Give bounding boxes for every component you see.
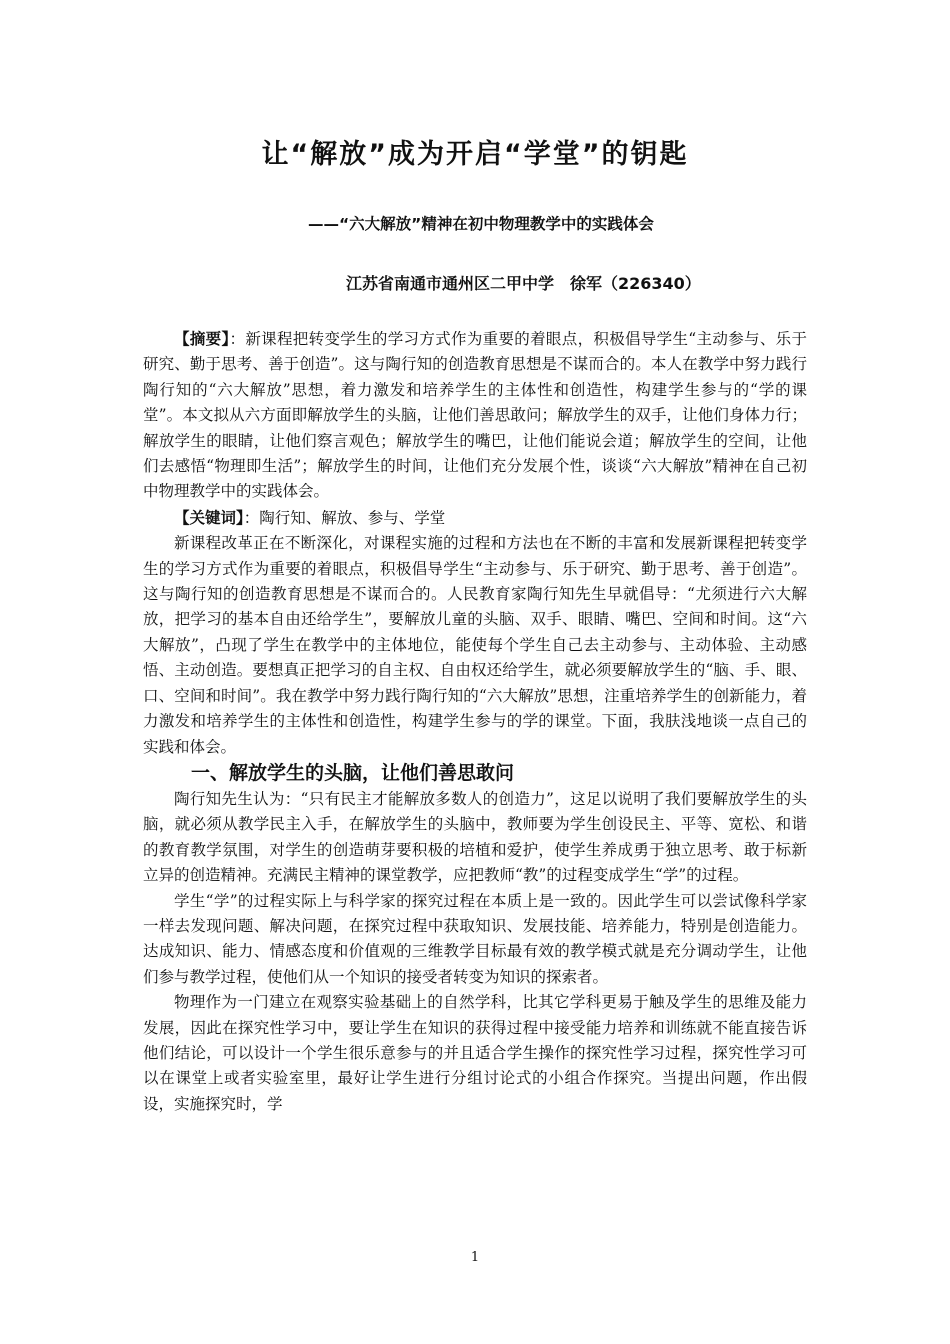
page-number: 1 xyxy=(470,1250,480,1265)
keywords-text: ：陶行知、解放、参与、学堂 xyxy=(243,508,446,527)
body-paragraph: 物理作为一门建立在观察实验基础上的自然学科，比其它学科更易于触及学生的思维及能力发展，因此在探究性学习中，要让学生在知识的获得过程中接受能力培养和训练就不能直接告诉他们结论，可以设计一个学生很乐意参与的并且适合学生操作的探究性学习过程，探究性学习可以在课堂上或者实验室里，最好让学生进行分组讨论式的小组合作探究。当提出问题，作出假设，实施探究时，学 xyxy=(143,993,807,1113)
document-subtitle: ——“六大解放”精神在初中物理教学中的实践体会 xyxy=(308,215,654,233)
abstract-label: 【摘要】 xyxy=(174,329,230,348)
author-line: 江苏省南通市通州区二甲中学 徐军（226340） xyxy=(346,274,701,293)
body-paragraph: 学生“学”的过程实际上与科学家的探究过程在本质上是一致的。因此学生可以尝试像科学家一样去发现问题、解决问题，在探究过程中获取知识、发展技能、培养能力，特别是创造能力。达成知识、能力、情感态度和价值观的三维教学目标最有效的教学模式就是充分调动学生，让他们参与教学过程，使他们从一个知识的接受者转变为知识的探索者。 xyxy=(143,891,807,986)
keywords-label: 【关键词】 xyxy=(174,507,244,527)
section-heading: 一、解放学生的头脑，让他们善思敢问 xyxy=(191,761,515,784)
document-body xyxy=(143,326,807,1117)
intro-paragraph: 新课程改革正在不断深化，对课程实施的过程和方法也在不断的丰富和发展新课程把转变学生的学习方式作为重要的着眼点，积极倡导学生“主动参与、乐于研究、勤于思考、善于创造”。这与陶行知的创造教育思想是不谋而合的。人民教育家陶行知先生早就倡导：“尤须进行六大解放，把学习的基本自由还给学生”，要解放儿童的头脑、双手、眼睛、嘴巴、空间和时间。这“六大解放”，凸现了学生在教学中的主体地位，能使每个学生自己去主动参与、主动体验、主动感悟、主动创造。要想真正把学习的自主权、自由权还给学生，就必须要解放学生的“脑、手、眼、口、空间和时间”。我在教学中努力践行陶行知的“六大解放”思想，注重培养学生的创新能力，着力激发和培养学生的主体性和创造性，构建学生参与的学的课堂。下面，我肤浅地谈一点自己的实践和体会。 xyxy=(143,534,807,756)
keywords-paragraph xyxy=(143,505,807,531)
document-title: 让“解放”成为开启“学堂”的钥匙 xyxy=(261,139,689,170)
abstract-text: ：新课程把转变学生的学习方式作为重要的着眼点，积极倡导学生“主动参与、乐于研究、勤于思考、善于创造”。这与陶行知的创造教育思想是不谋而合的。本人在教学中努力践行陶行知的“六大解放”思想，着力激发和培养学生的主体性和创造性，构建学生参与的“学的课堂”。本文拟从六方面即解放学生的头脑，让他们善思敢问；解放学生的双手，让他们身体力行；解放学生的眼睛，让他们察言观色；解放学生的嘴巴，让他们能说会道；解放学生的空间，让他们去感悟“物理即生活”；解放学生的时间，让他们充分发展个性，谈谈“六大解放”精神在自己初中物理教学中的实践体会。 xyxy=(143,330,807,501)
abstract-paragraph xyxy=(143,326,807,505)
body-paragraph: 陶行知先生认为：“只有民主才能解放多数人的创造力”，这足以说明了我们要解放学生的头脑，就必须从教学民主入手，在解放学生的头脑中，教师要为学生创设民主、平等、宽松、和谐的教育教学氛围，对学生的创造萌芽要积极的培植和爱护，使学生养成勇于独立思考、敢于标新立异的创造精神。充满民主精神的课堂教学，应把教师“教”的过程变成学生“学”的过程。 xyxy=(143,789,807,885)
